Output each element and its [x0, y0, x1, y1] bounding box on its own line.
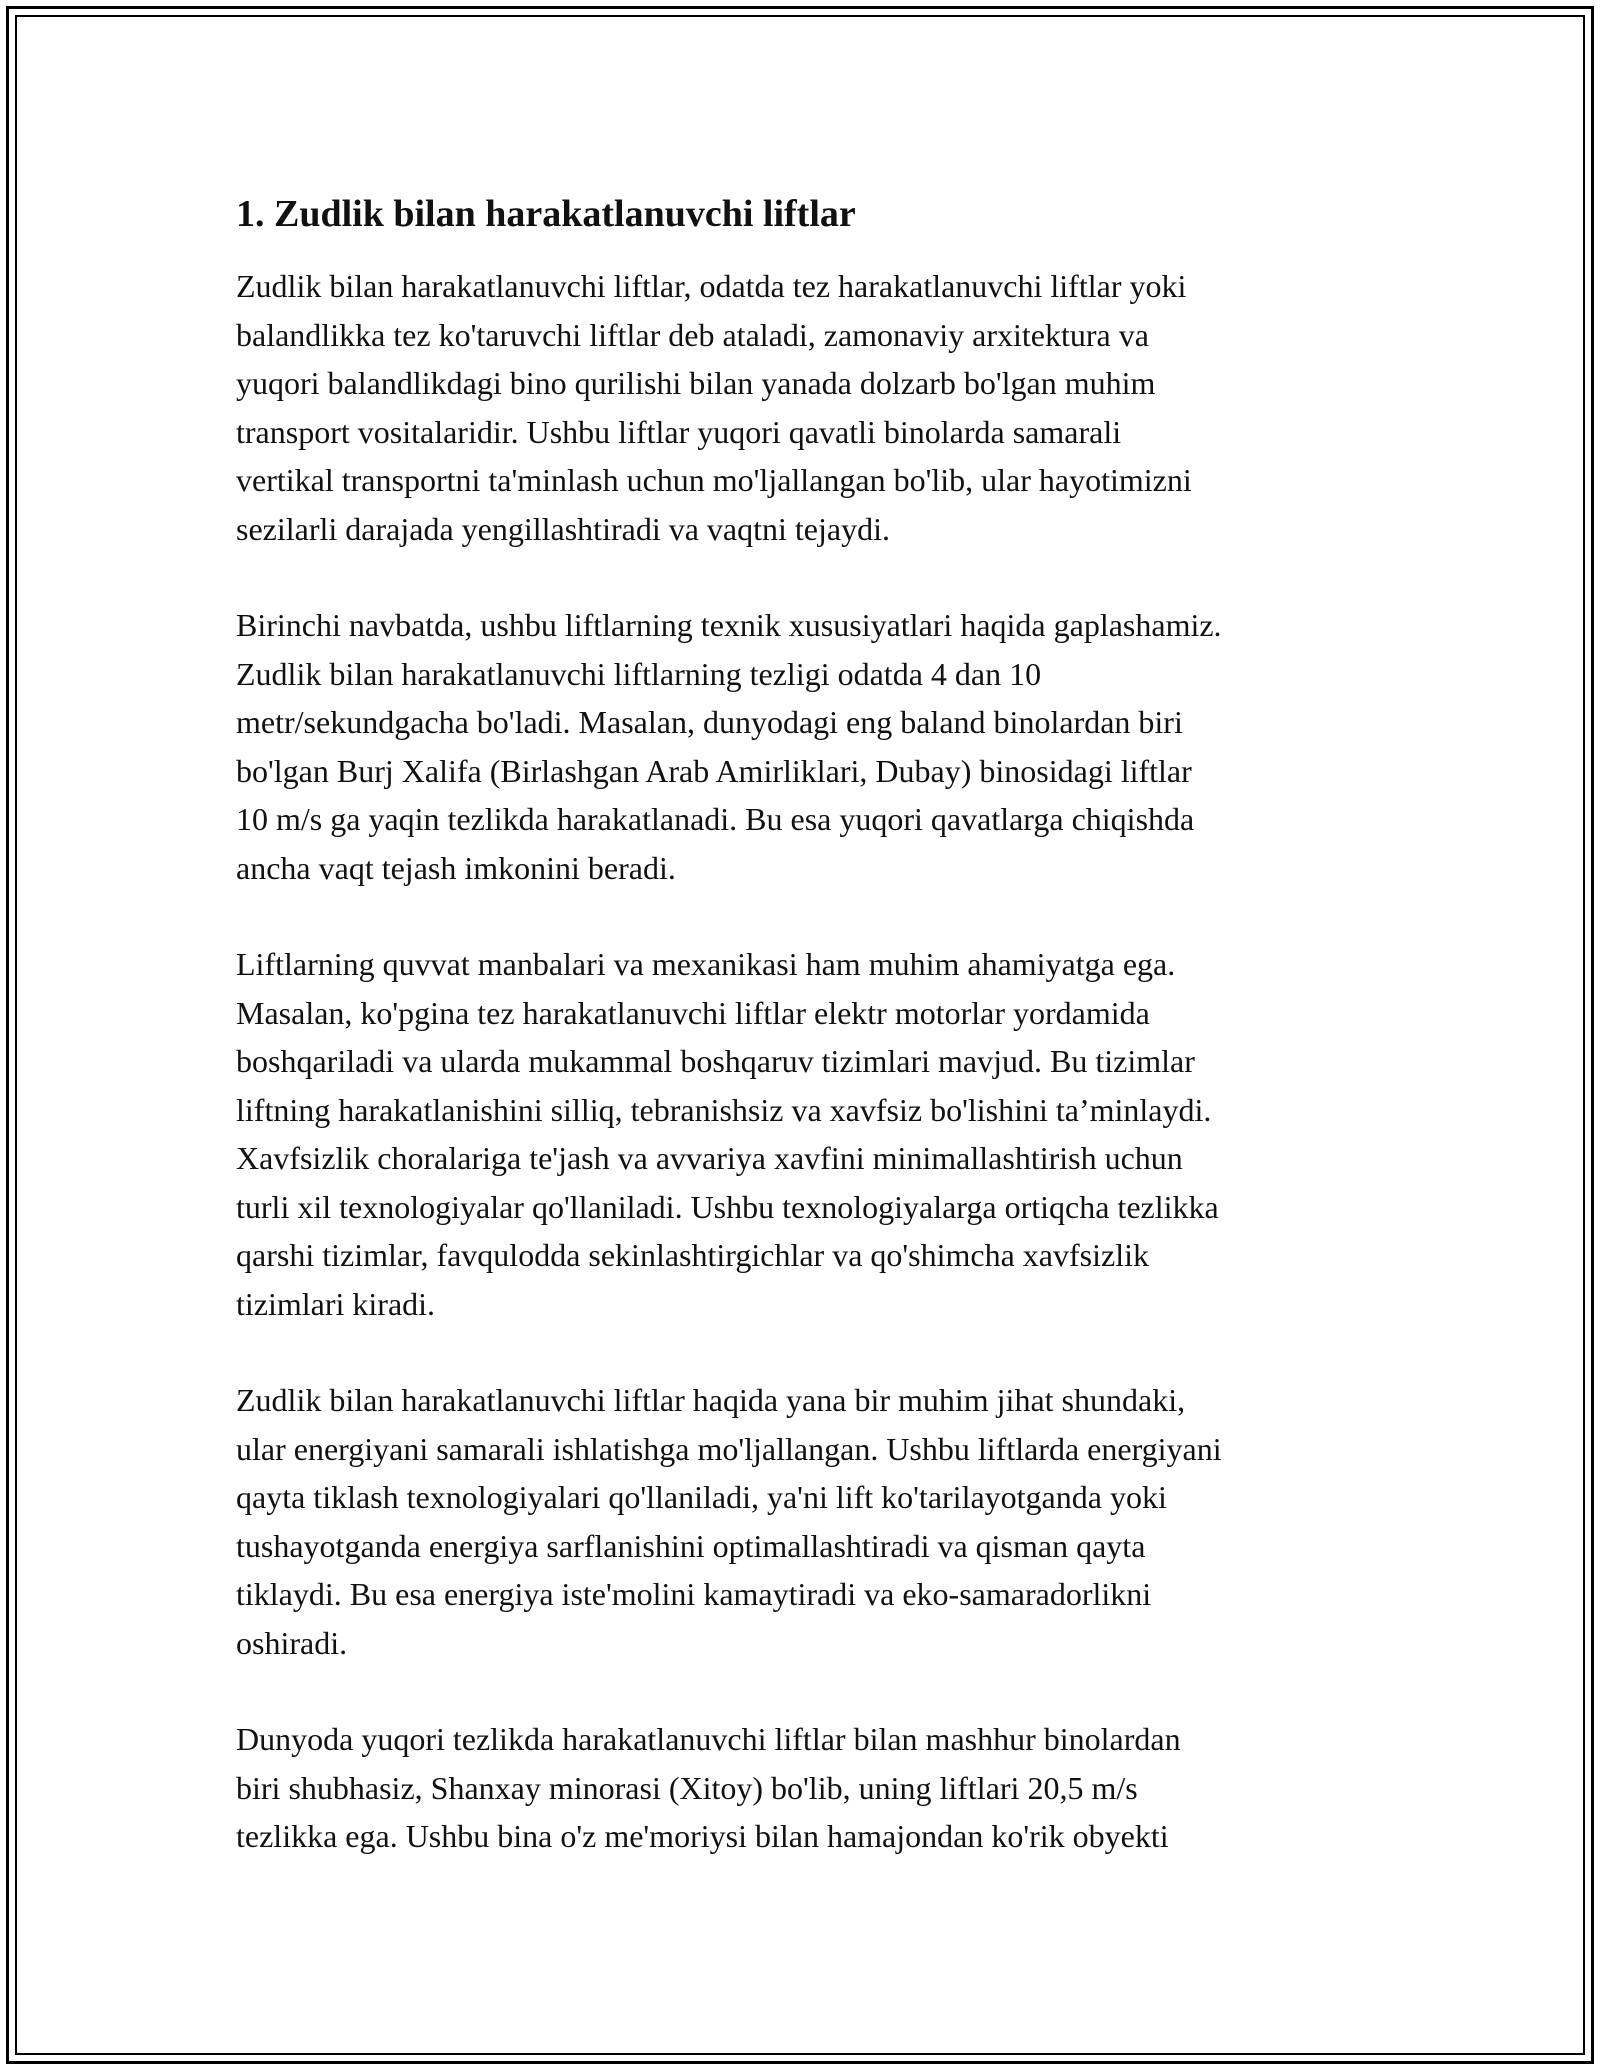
section-heading: 1. Zudlik bilan harakatlanuvchi liftlar — [236, 193, 856, 235]
paragraph-4: Zudlik bilan harakatlanuvchi liftlar haqida yana bir muhim jihat shundaki, ular energiyani samarali ishlatishga mo'ljallangan. Ushbu liftlarda energiyani qayta tiklash texnologiyalari qo'llaniladi, ya'ni lift ko'tarilayotganda yoki tushayotganda energiya sarflanishini optimallashtiradi va qisman qayta tiklaydi. Bu esa energiya iste'molini kamaytiradi va eko-samaradorlikni oshiradi. — [236, 1382, 1222, 1661]
paragraph-3: Liftlarning quvvat manbalari va mexanikasi ham muhim ahamiyatga ega. Masalan, ko'pgina tez harakatlanuvchi liftlar elektr motorlar yordamida boshqariladi va ularda mukammal boshqaruv tizimlari mavjud. Bu tizimlar liftning harakatlanishini silliq, tebranishsiz va xavfsiz bo'lishini ta’minlaydi. Xavfsizlik choralariga te'jash va avvariya xavfini minimallashtirish uchun turli xil texnologiyalar qo'llaniladi. Ushbu texnologiyalarga ortiqcha tezlikka qarshi tizimlar, favqulodda sekinlashtirgichlar va qo'shimcha xavfsizlik tizimlari kiradi. — [236, 946, 1219, 1322]
paragraph-1: Zudlik bilan harakatlanuvchi liftlar, odatda tez harakatlanuvchi liftlar yoki balandlikka tez ko'taruvchi liftlar deb ataladi, zamonaviy arxitektura va yuqori balandlikdagi bino qurilishi bilan yanada dolzarb bo'lgan muhim transport vositalaridir. Ushbu liftlar yuqori qavatli binolarda samarali vertikal transportni ta'minlash uchun mo'ljallangan bo'lib, ular hayotimizni sezilarli darajada yengillashtiradi va vaqtni tejaydi. — [236, 268, 1192, 547]
document-body — [236, 188, 1376, 1861]
paragraph-2: Birinchi navbatda, ushbu liftlarning texnik xususiyatlari haqida gaplashamiz. Zudlik bilan harakatlanuvchi liftlarning tezligi odatda 4 dan 10 metr/sekundgacha bo'ladi. Masalan, dunyodagi eng baland binolardan biri bo'lgan Burj Xalifa (Birlashgan Arab Amirliklari, Dubay) binosidagi liftlar 10 m/s ga yaqin tezlikda harakatlanadi. Bu esa yuqori qavatlarga chiqishda ancha vaqt tejash imkonini beradi. — [236, 607, 1222, 886]
paragraph-5: Dunyoda yuqori tezlikda harakatlanuvchi liftlar bilan mashhur binolardan biri shubhasiz, Shanxay minorasi (Xitoy) bo'lib, uning liftlari 20,5 m/s tezlikka ega. Ushbu bina o'z me'moriysi bilan hamajondan ko'rik obyekti — [236, 1721, 1181, 1854]
